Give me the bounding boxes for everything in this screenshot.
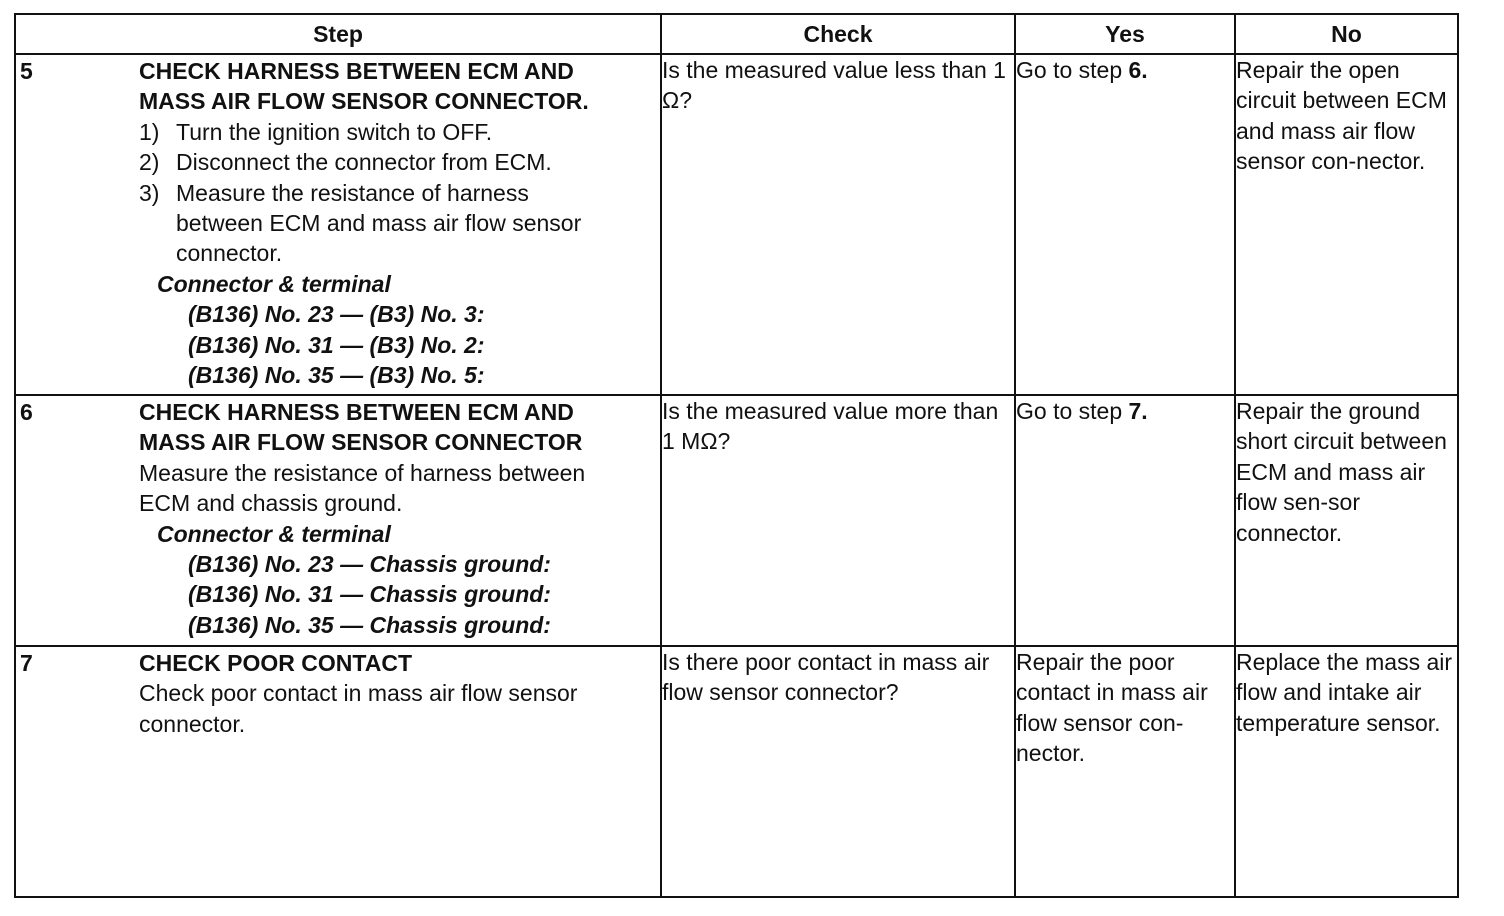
header-no: No bbox=[1235, 14, 1458, 54]
yes-text: Go to step bbox=[1016, 398, 1129, 424]
substep-text: Turn the ignition switch to OFF. bbox=[176, 118, 493, 145]
step-description: Check poor contact in mass air flow sensor connector. bbox=[139, 680, 578, 737]
step-title: CHECK POOR CONTACT bbox=[139, 650, 413, 676]
no-cell: Repair the ground short circuit between ECM and mass air flow sen-sor connector. bbox=[1235, 395, 1458, 646]
diagnostic-table bbox=[14, 13, 1459, 898]
yes-step-ref: 6. bbox=[1128, 57, 1148, 83]
header-yes: Yes bbox=[1015, 14, 1235, 54]
header-check: Check bbox=[661, 14, 1015, 54]
substep bbox=[139, 178, 656, 269]
substep-number: 2) bbox=[139, 149, 160, 176]
table-row bbox=[15, 646, 1458, 897]
step-number: 5 bbox=[20, 58, 33, 84]
yes-cell bbox=[1015, 395, 1235, 646]
check-cell: Is there poor contact in mass air flow sensor connector? bbox=[661, 646, 1015, 897]
step-title: CHECK HARNESS BETWEEN ECM AND bbox=[139, 399, 574, 425]
check-cell: Is the measured value less than 1 Ω? bbox=[661, 54, 1015, 395]
connector-heading: Connector & terminal bbox=[157, 270, 391, 297]
check-cell: Is the measured value more than 1 MΩ? bbox=[661, 395, 1015, 646]
step-description: Measure the resistance of harness between ECM and chassis ground. bbox=[139, 459, 586, 517]
substep-text: Disconnect the connector from ECM. bbox=[176, 149, 552, 176]
connector-terminal-line: (B136) No. 23 — Chassis ground: bbox=[188, 551, 551, 578]
substep bbox=[139, 147, 656, 177]
yes-step-ref: 7. bbox=[1128, 398, 1148, 424]
step-number: 7 bbox=[20, 650, 33, 676]
yes-cell: Repair the poor contact in mass air flow sensor con-nector. bbox=[1015, 646, 1235, 897]
connector-terminal-line: (B136) No. 35 — Chassis ground: bbox=[188, 611, 551, 638]
no-cell: Repair the open circuit between ECM and mass air flow sensor con-nector. bbox=[1235, 54, 1458, 395]
step-cell bbox=[15, 395, 661, 646]
connector-heading: Connector & terminal bbox=[157, 520, 391, 547]
connector-terminal-line: (B136) No. 31 — Chassis ground: bbox=[188, 581, 551, 608]
connector-terminal-line: (B136) No. 31 — (B3) No. 2: bbox=[188, 331, 485, 358]
step-title: MASS AIR FLOW SENSOR CONNECTOR bbox=[139, 429, 583, 456]
no-cell: Replace the mass air flow and intake air temperature sensor. bbox=[1235, 646, 1458, 897]
substep bbox=[139, 117, 656, 147]
step-title: CHECK HARNESS BETWEEN ECM AND bbox=[139, 58, 574, 84]
step-title: MASS AIR FLOW SENSOR CONNECTOR. bbox=[139, 88, 589, 115]
substep-number: 3) bbox=[139, 179, 160, 206]
connector-terminal-line: (B136) No. 35 — (B3) No. 5: bbox=[188, 362, 485, 389]
yes-cell bbox=[1015, 54, 1235, 395]
substep-number: 1) bbox=[139, 118, 160, 145]
header-step: Step bbox=[15, 14, 661, 54]
step-cell bbox=[15, 646, 661, 897]
substep-text: Measure the resistance of harness between ECM and mass air flow sensor connector. bbox=[176, 179, 582, 267]
step-number: 6 bbox=[20, 399, 33, 425]
table-row bbox=[15, 395, 1458, 646]
header-row bbox=[15, 14, 1458, 54]
connector-terminal-line: (B136) No. 23 — (B3) No. 3: bbox=[188, 301, 485, 328]
step-cell bbox=[15, 54, 661, 395]
table-row bbox=[15, 54, 1458, 395]
yes-text: Go to step bbox=[1016, 57, 1129, 83]
